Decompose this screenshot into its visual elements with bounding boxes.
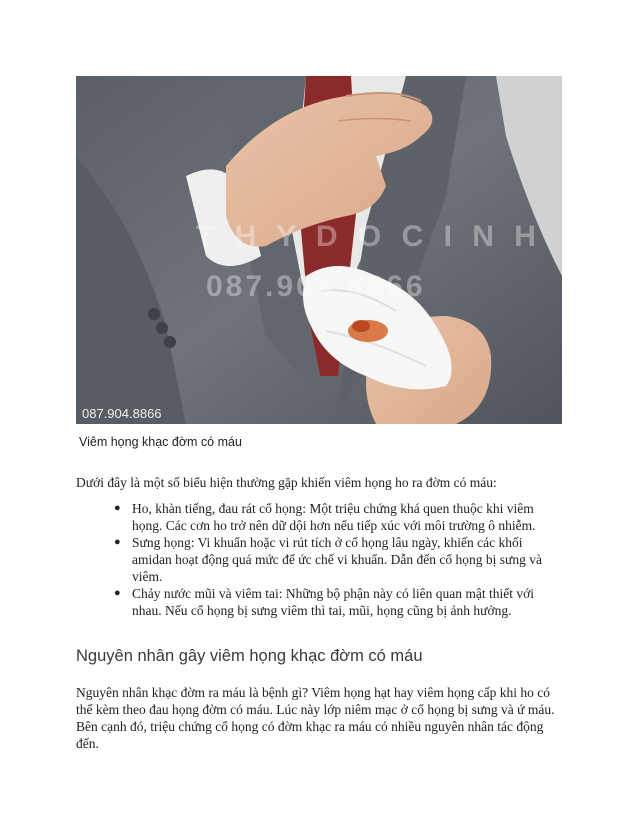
watermark-phone-overlay: 087.904.8866 (206, 270, 426, 303)
list-item: ● Ho, khàn tiếng, đau rát cổ họng: Một triệu chứng khá quen thuộc khi viêm họng. Các cơn ho trở nên dữ dội hơn nếu tiếp xúc với môi trường ô nhiễm. (114, 501, 536, 533)
bullet-icon: ● (114, 587, 121, 599)
body-paragraph: Nguyên nhân khạc đờm ra máu là bệnh gì? Viêm họng hạt hay viêm họng cấp khi ho có thể kèm theo đau họng đờm có máu. Lúc này lớp niêm mạc ở cổ họng bị sưng và ứ máu. Bên cạnh đó, triệu chứng cổ họng có đờm khạc ra máu có nhiều nguyên nhân tác động đến. (76, 685, 555, 751)
list-item: ● Chảy nước mũi và viêm tai: Những bộ phận này có liên quan mật thiết với nhau. Nếu cổ họng bị sưng viêm thì tai, mũi, họng cũng bị ảnh hưởng. (114, 586, 534, 618)
bullet-icon: ● (114, 502, 121, 514)
watermark-brand: T H Y D O C I N H (196, 220, 542, 253)
article-photo (76, 76, 562, 424)
watermark-phone: 087.904.8866 (82, 406, 162, 421)
photo-illustration (76, 76, 562, 424)
bullet-icon: ● (114, 536, 121, 548)
symptom-list (112, 500, 564, 619)
intro-paragraph: Dưới đây là một số biểu hiện thường gặp khiến viêm họng ho ra đờm có máu: (76, 475, 497, 490)
image-caption: Viêm họng khạc đờm có máu (79, 435, 242, 449)
list-item: ● Sưng họng: Vi khuẩn hoặc vi rút tích ở cổ họng lâu ngày, khiến các khối amidan hoạt động quá mức để ức chế vi khuẩn. Dẫn đến cổ họng bị sưng và viêm. (114, 535, 542, 584)
section-heading: Nguyên nhân gây viêm họng khạc đờm có máu (76, 647, 423, 665)
